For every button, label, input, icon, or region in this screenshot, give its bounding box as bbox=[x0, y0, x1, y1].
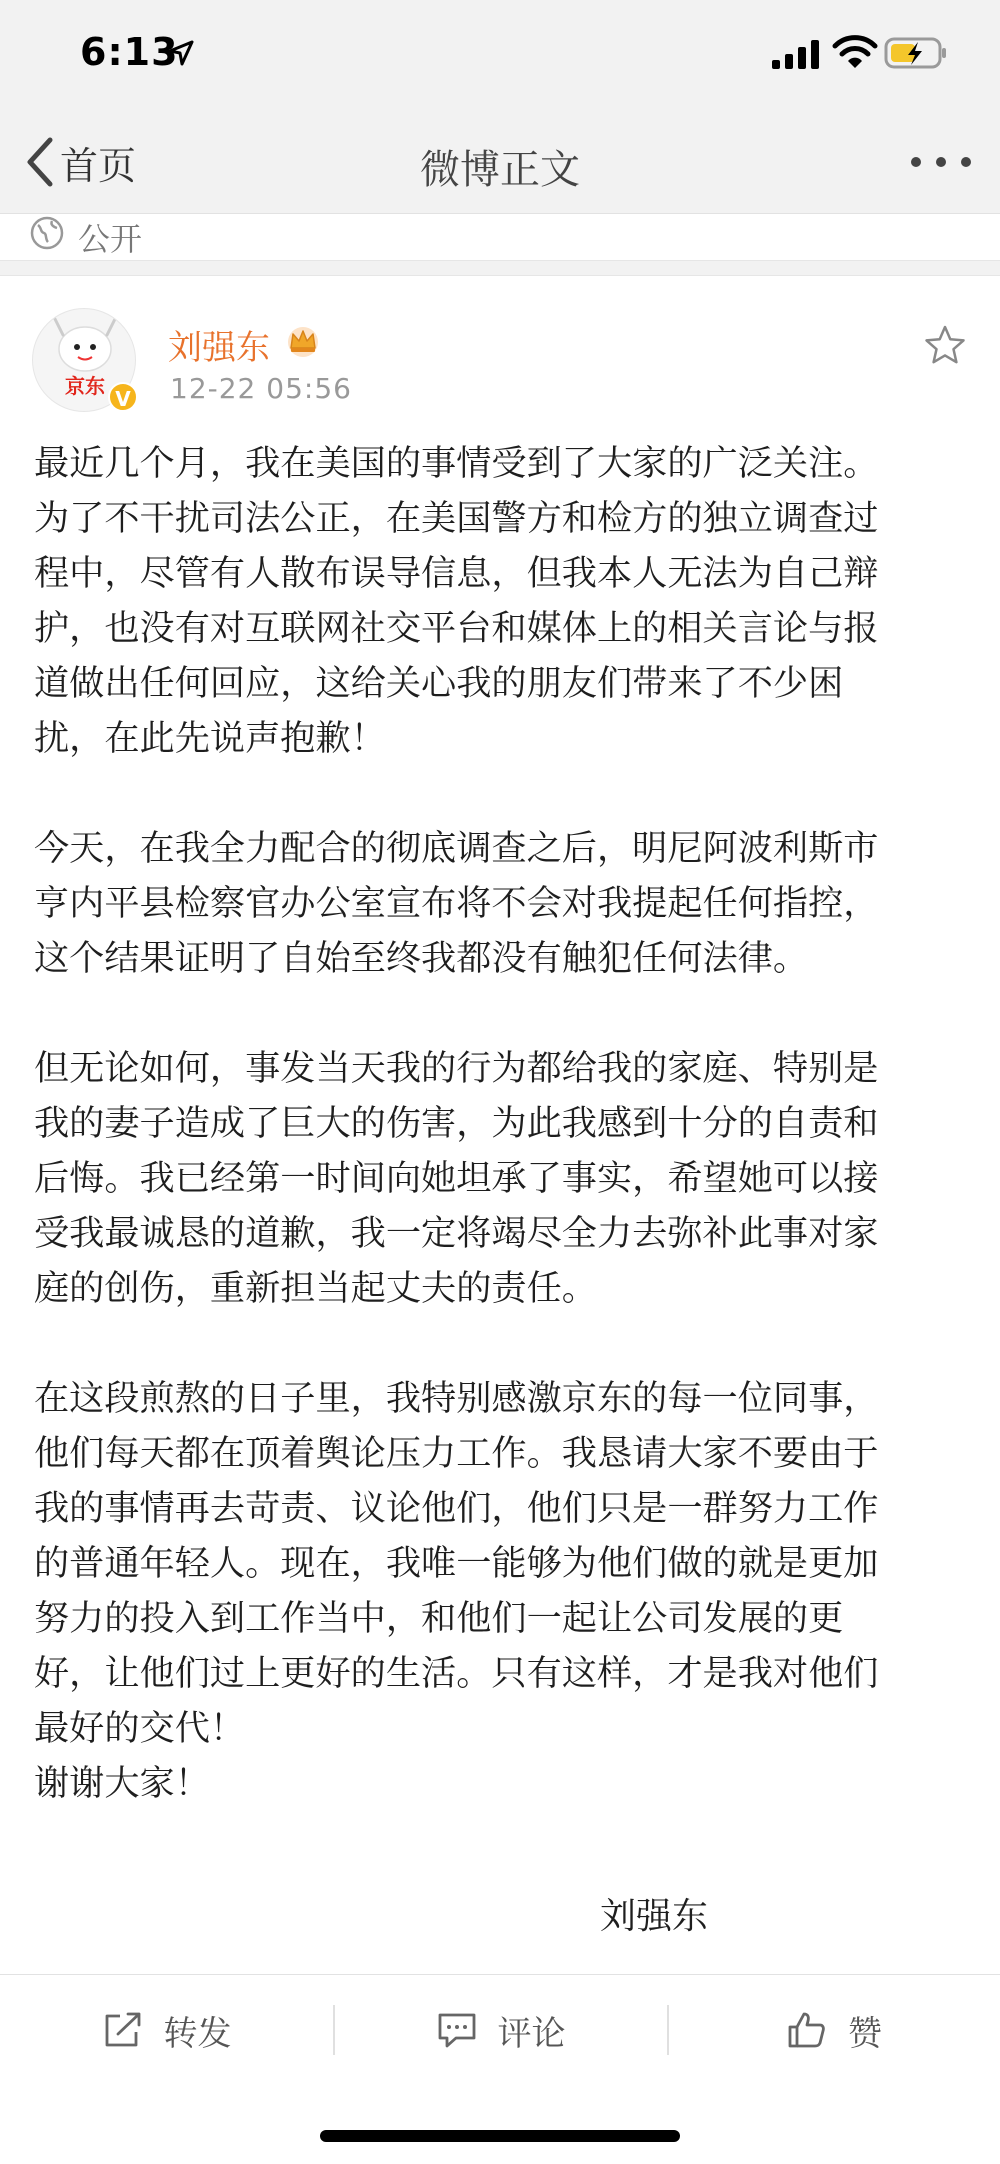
post-text-line: 努力的投入到工作当中，和他们一起让公司发展的更 bbox=[34, 1598, 844, 1639]
post-card bbox=[0, 276, 1000, 1974]
cellular-signal-icon bbox=[770, 38, 822, 70]
post-text-line: 我的事情再去苛责、议论他们，他们只是一群努力工作 bbox=[34, 1488, 879, 1529]
post-text-line: 今天，在我全力配合的彻底调查之后，明尼阿波利斯市 bbox=[34, 828, 879, 869]
post-text-line: 为了不干扰司法公正，在美国警方和检方的独立调查过 bbox=[34, 498, 879, 539]
post-text-line: 但无论如何，事发当天我的行为都给我的家庭、特别是 bbox=[34, 1048, 879, 1089]
post-text-line: 道做出任何回应，这给关心我的朋友们带来了不少困 bbox=[34, 663, 844, 704]
post-text-line: 护，也没有对互联网社交平台和媒体上的相关言论与报 bbox=[34, 608, 879, 649]
post-text-line: 后悔。我已经第一时间向她坦承了事实，希望她可以接 bbox=[34, 1158, 879, 1199]
wifi-icon bbox=[832, 34, 878, 70]
comment-icon bbox=[436, 2010, 478, 2050]
post-text-line: 谢谢大家！ bbox=[34, 1763, 210, 1804]
thumbs-up-icon bbox=[786, 2010, 828, 2050]
page-title: 微博正文 bbox=[420, 147, 580, 193]
post-time: 12-22 05:56 bbox=[170, 372, 352, 405]
more-icon[interactable] bbox=[906, 140, 976, 184]
author-name[interactable]: 刘强东 bbox=[168, 328, 270, 368]
visibility-row bbox=[0, 214, 1000, 260]
post-text-line: 程中，尽管有人散布误导信息，但我本人无法为自己辩 bbox=[34, 553, 879, 594]
post-text-line: 最近几个月，我在美国的事情受到了大家的广泛关注。 bbox=[34, 443, 879, 484]
verified-badge: V bbox=[108, 382, 138, 412]
avatar-brand-text: 京东 bbox=[65, 374, 105, 398]
paragraph-gap bbox=[34, 986, 974, 1041]
status-bar bbox=[0, 0, 1000, 110]
repost-label: 转发 bbox=[163, 2013, 232, 2054]
battery-charging-icon bbox=[884, 36, 948, 70]
status-time: 6:13 bbox=[80, 30, 179, 74]
post-text-line: 在这段煎熬的日子里，我特别感激京东的每一位同事， bbox=[34, 1378, 879, 1419]
post-text-line: 受我最诚恳的道歉，我一定将竭尽全力去弥补此事对家 bbox=[34, 1213, 879, 1254]
home-indicator bbox=[320, 2130, 680, 2142]
location-arrow-icon bbox=[166, 38, 196, 68]
like-button[interactable] bbox=[668, 1975, 1000, 2085]
post-text-line: 的普通年轻人。现在，我唯一能够为他们做的就是更加 bbox=[34, 1543, 879, 1584]
crown-icon bbox=[284, 324, 322, 358]
post-text-line: 庭的创伤，重新担当起丈夫的责任。 bbox=[34, 1268, 597, 1309]
post-signature: 刘强东 bbox=[600, 1896, 709, 1937]
post-content bbox=[34, 436, 974, 1811]
post-text-line: 扰，在此先说声抱歉！ bbox=[34, 718, 386, 759]
comment-label: 评论 bbox=[497, 2013, 566, 2054]
share-icon bbox=[102, 2010, 144, 2050]
back-label: 首页 bbox=[60, 143, 137, 188]
nav-bar bbox=[0, 110, 1000, 214]
section-divider bbox=[0, 260, 1000, 276]
post-text-line: 我的妻子造成了巨大的伤害，为此我感到十分的自责和 bbox=[34, 1103, 879, 1144]
repost-button[interactable] bbox=[0, 1975, 333, 2085]
action-bar bbox=[0, 1974, 1000, 2084]
paragraph-gap bbox=[34, 766, 974, 821]
post-text-line: 这个结果证明了自始至终我都没有触犯任何法律。 bbox=[34, 938, 809, 979]
post-text-line: 他们每天都在顶着舆论压力工作。我恳请大家不要由于 bbox=[34, 1433, 879, 1474]
post-text-line: 最好的交代！ bbox=[34, 1708, 246, 1749]
post-text-line: 好，让他们过上更好的生活。只有这样，才是我对他们 bbox=[34, 1653, 879, 1694]
comment-button[interactable] bbox=[334, 1975, 667, 2085]
visibility-label: 公开 bbox=[78, 220, 143, 258]
like-label: 赞 bbox=[848, 2013, 882, 2054]
paragraph-gap bbox=[34, 1316, 974, 1371]
globe-icon bbox=[30, 216, 64, 250]
post-text-line: 亨内平县检察官办公室宣布将不会对我提起任何指控， bbox=[34, 883, 879, 924]
star-icon[interactable] bbox=[924, 324, 966, 366]
